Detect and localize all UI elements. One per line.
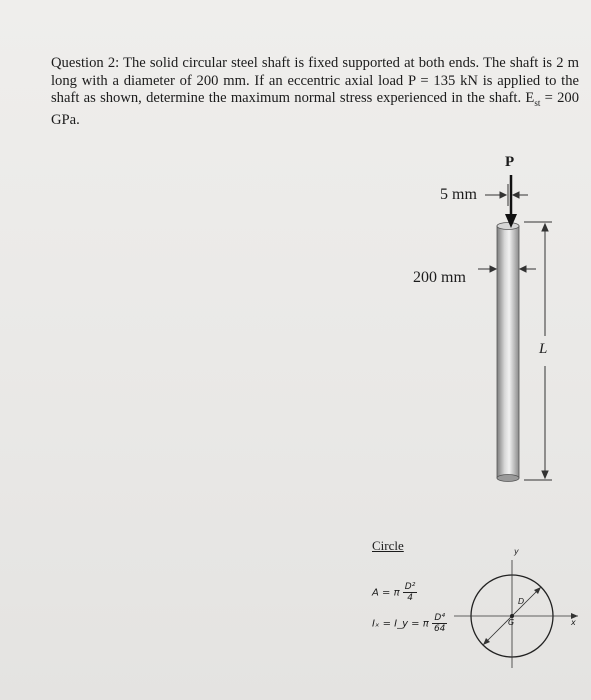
inertia-formula — [372, 613, 447, 634]
diameter-label: 200 mm — [413, 269, 466, 286]
modulus-subscript: st — [534, 97, 541, 108]
question-body: The solid circular steel shaft is fixed supported at both ends. The shaft is 2 m long with a diameter of 200 mm. If an eccentric axial load P = 135 kN is applied to the shaft as shown, determine the maximum normal stress experienced in the shaft. E — [51, 55, 580, 106]
inertia-lhs: Iₓ = I_y = π — [372, 618, 429, 630]
circle-section — [454, 560, 578, 668]
area-formula — [372, 582, 417, 603]
question-label: Question 2: — [51, 55, 120, 71]
length-label: L — [539, 341, 548, 357]
area-fraction — [403, 582, 418, 603]
area-denominator: 4 — [407, 593, 413, 603]
area-numerator: D² — [404, 582, 416, 592]
area-lhs: A = π — [372, 587, 400, 599]
axis-x-label: x — [571, 618, 576, 627]
modulus-value: = 200 GPa. — [51, 90, 579, 129]
inertia-fraction — [432, 613, 447, 634]
inertia-numerator: D⁴ — [432, 613, 447, 624]
centroid-label: G — [508, 618, 515, 627]
eccentricity-label: 5 mm — [440, 186, 477, 203]
circle-title: Circle — [372, 538, 404, 553]
axis-y-label: y — [514, 547, 519, 556]
load-label: P — [505, 154, 515, 170]
eccentricity-dimension — [485, 184, 528, 206]
shaft — [497, 223, 519, 482]
diameter-symbol: D — [518, 597, 525, 606]
inertia-denominator: 64 — [433, 624, 446, 634]
load-arrow — [505, 175, 517, 228]
length-dimension — [524, 222, 552, 480]
